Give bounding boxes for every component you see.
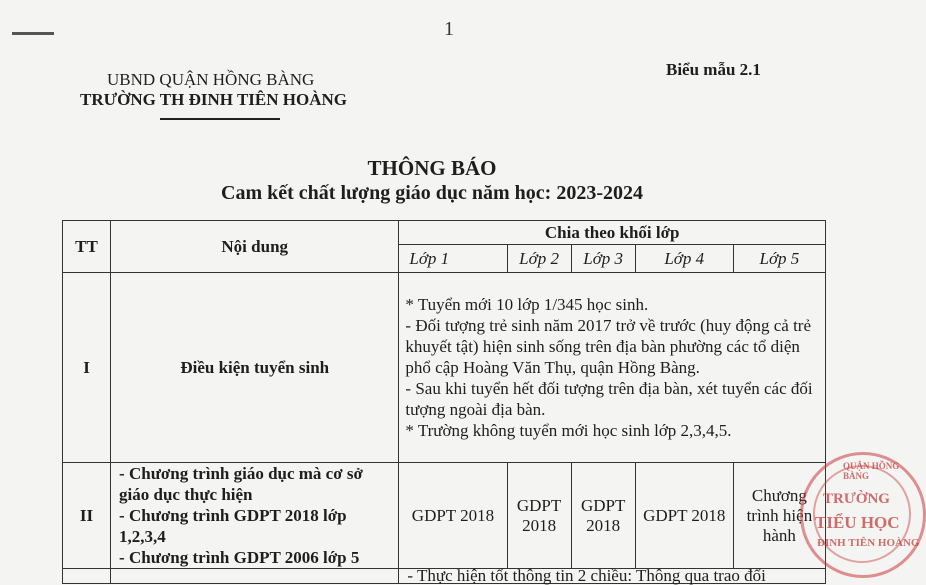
grade-cell: GDPT 2018 [399, 463, 507, 569]
content-line: - Chương trình giáo dục mà cơ sở giáo dục thực hiện [119, 464, 363, 504]
row-details: - Thực hiện tốt thông tin 2 chiều: Thông qua trao đổi [399, 569, 826, 584]
detail-line: * Trường không tuyển mới học sinh lớp 2,3,4,5. [405, 421, 732, 440]
row-content [111, 569, 399, 584]
row-content [111, 463, 399, 569]
header-grade-group: Chia theo khối lớp [399, 221, 826, 245]
row-details [399, 273, 826, 463]
header-grade-2: Lớp 2 [507, 245, 571, 273]
header-grade-1: Lớp 1 [399, 245, 507, 273]
org-underline [160, 118, 280, 120]
commitment-table [62, 220, 826, 584]
pen-mark [12, 32, 54, 35]
seal-text: ĐINH TIÊN HOÀNG [817, 537, 920, 549]
detail-line: * Tuyển mới 10 lớp 1/345 học sinh. [405, 295, 649, 314]
form-label: Biểu mẫu 2.1 [666, 60, 761, 79]
header-grade-4: Lớp 4 [635, 245, 733, 273]
header-content: Nội dung [111, 221, 399, 273]
table-row [63, 463, 826, 569]
row-tt: II [63, 463, 111, 569]
seal-ring-text: QUẬN HỒNG BÀNG [843, 461, 900, 481]
table-row [63, 569, 826, 584]
seal-text: TIỂU HỌC [815, 513, 900, 532]
header-grade-3: Lớp 3 [571, 245, 635, 273]
document-subtitle: Cam kết chất lượng giáo dục năm học: 2023-2024 [221, 182, 643, 204]
header-tt: TT [63, 221, 111, 273]
detail-line: - Đối tượng trẻ sinh năm 2017 trở về trước (huy động cả trẻ khuyết tật) hiện sinh sống trên địa bàn phường các tổ diện phổ cập Hoàng Văn Thụ, quận Hồng Bàng. [405, 316, 812, 377]
grade-cell: GDPT 2018 [635, 463, 733, 569]
org-line-2: TRƯỜNG TH ĐINH TIÊN HOÀNG [80, 90, 348, 109]
row-tt [63, 569, 111, 584]
seal-text: TRƯỜNG [823, 491, 890, 507]
grade-cell: Chương trình hiện hành [733, 463, 825, 569]
detail-line: - Sau khi tuyển hết đối tượng trên địa bàn, xét tuyển các đối tượng ngoài địa bàn. [405, 379, 813, 419]
content-line: - Chương trình GDPT 2006 lớp 5 [119, 548, 360, 567]
content-line: - Chương trình GDPT 2018 lớp 1,2,3,4 [119, 506, 347, 546]
grade-cell: GDPT 2018 [571, 463, 635, 569]
header-grade-5: Lớp 5 [733, 245, 825, 273]
page-number: 1 [444, 18, 454, 40]
row-content: Điều kiện tuyển sinh [111, 273, 399, 463]
table-row [63, 273, 826, 463]
row-tt: I [63, 273, 111, 463]
document-title: THÔNG BÁO [367, 156, 497, 180]
org-line-1: UBND QUẬN HỒNG BÀNG [107, 70, 315, 89]
school-seal [800, 452, 926, 578]
grade-cell: GDPT 2018 [507, 463, 571, 569]
